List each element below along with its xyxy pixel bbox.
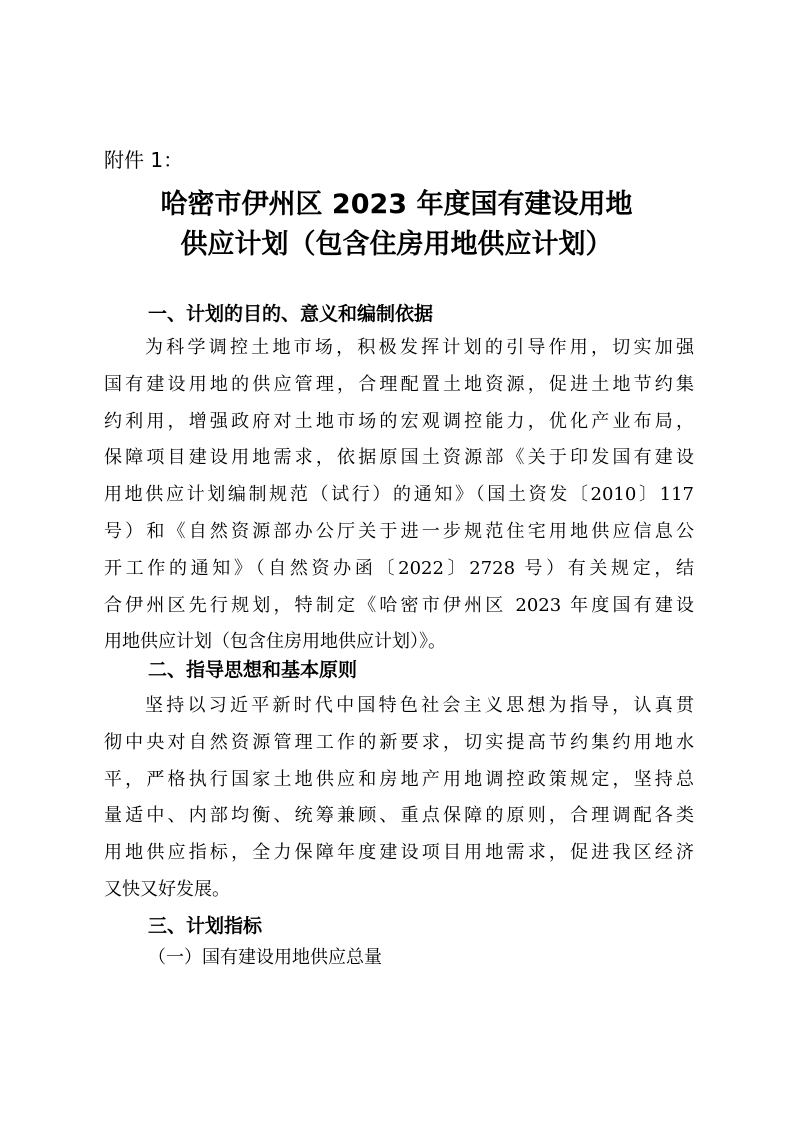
- paragraph-line: 号）和《自然资源部办公厅关于进一步规范住宅用地供应信息公: [104, 520, 694, 542]
- paragraph-line: 彻中央对自然资源管理工作的新要求，切实提高节约集约用地水: [104, 731, 694, 753]
- paragraph-line: 平，严格执行国家土地供应和房地产用地调控政策规定，坚持总: [104, 768, 694, 790]
- paragraph-line: 用地供应计划（包含住房用地供应计划）》。: [104, 631, 446, 653]
- paragraph-line: 又快又好发展。: [104, 878, 230, 900]
- paragraph-line: 为科学调控土地市场，积极发挥计划的引导作用，切实加强: [145, 337, 694, 358]
- paragraph-line: 用地供应计划编制规范（试行）的通知》（国土资发〔2010〕117: [104, 484, 694, 506]
- section-heading-1: 一、计划的目的、意义和编制依据: [148, 303, 434, 325]
- document-title-line-2: 供应计划（包含住房用地供应计划）: [180, 229, 613, 260]
- section-2-paragraph: [104, 688, 694, 909]
- document-title-line-1: 哈密市伊州区 2023 年度国有建设用地: [160, 189, 633, 220]
- paragraph-line: 合伊州区先行规划，特制定《哈密市伊州区 2023 年度国有建设: [104, 594, 694, 616]
- paragraph-line: 国有建设用地的供应管理，合理配置土地资源，促进土地节约集: [104, 373, 694, 395]
- subsection-heading: （一）国有建设用地供应总量: [148, 947, 382, 968]
- paragraph-line: 坚持以习近平新时代中国特色社会主义思想为指导，认真贯: [145, 695, 694, 716]
- paragraph-line: 约利用，增强政府对土地市场的宏观调控能力，优化产业布局，: [104, 410, 694, 432]
- section-heading-2: 二、指导思想和基本原则: [148, 659, 358, 681]
- attachment-label: 附件 1：: [104, 148, 184, 172]
- paragraph-line: 保障项目建设用地需求，依据原国土资源部《关于印发国有建设: [104, 447, 694, 469]
- paragraph-line: 量适中、内部均衡、统筹兼顾、重点保障的原则，合理调配各类: [104, 805, 694, 827]
- section-1-paragraph: [104, 330, 694, 661]
- paragraph-line: 用地供应指标，全力保障年度建设项目用地需求，促进我区经济: [104, 842, 694, 864]
- paragraph-line: 开工作的通知》（自然资办函〔2022〕2728 号）有关规定，结: [104, 557, 694, 579]
- section-heading-3: 三、计划指标: [148, 915, 263, 937]
